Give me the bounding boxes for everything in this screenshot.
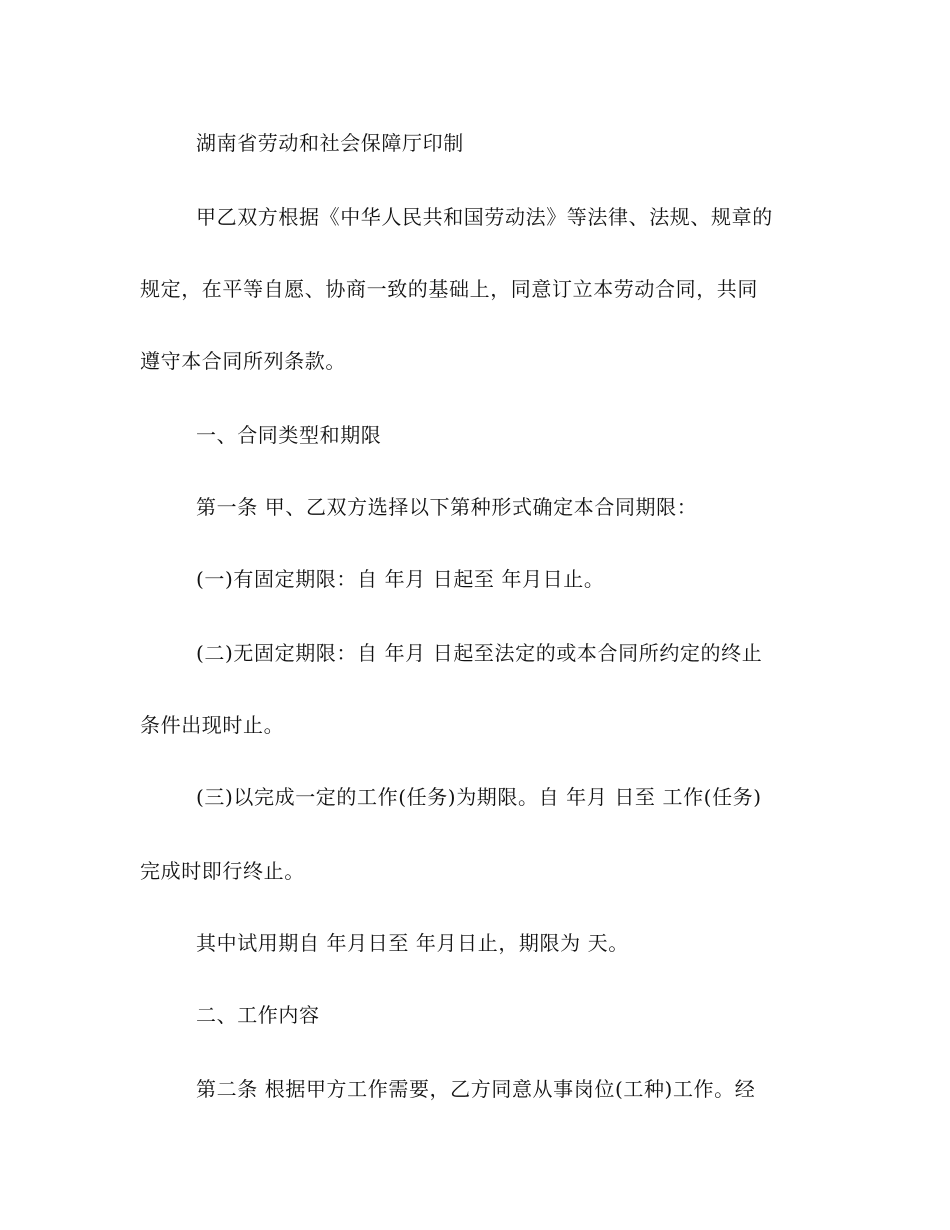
section-heading-2: 二、工作内容 <box>196 1003 320 1027</box>
preamble-line-2: 规定，在平等自愿、协商一致的基础上，同意订立本劳动合同，共同 <box>140 277 758 301</box>
option-2-line-2: 条件出现时止。 <box>140 713 285 737</box>
probation-line: 其中试用期自 年月日至 年月日止，期限为 天。 <box>196 931 629 955</box>
article-1-line: 第一条 甲、乙双方选择以下第种形式确定本合同期限： <box>196 495 698 519</box>
option-2-line-1: (二)无固定期限：自 年月 日起至法定的或本合同所约定的终止 <box>196 641 763 665</box>
article-2-line: 第二条 根据甲方工作需要，乙方同意从事岗位(工种)工作。经 <box>196 1077 756 1101</box>
preamble-line-1: 甲乙双方根据《中华人民共和国劳动法》等法律、法规、规章的 <box>196 205 773 229</box>
option-3-line-2: 完成时即行终止。 <box>140 859 305 883</box>
preamble-line-3: 遵守本合同所列条款。 <box>140 349 346 373</box>
option-1-line: (一)有固定期限：自 年月 日起至 年月日止。 <box>196 567 605 591</box>
section-heading-1: 一、合同类型和期限 <box>196 423 382 447</box>
option-3-line-1: (三)以完成一定的工作(任务)为期限。自 年月 日至 工作(任务) <box>196 785 762 809</box>
issuer-line: 湖南省劳动和社会保障厅印制 <box>196 131 464 155</box>
